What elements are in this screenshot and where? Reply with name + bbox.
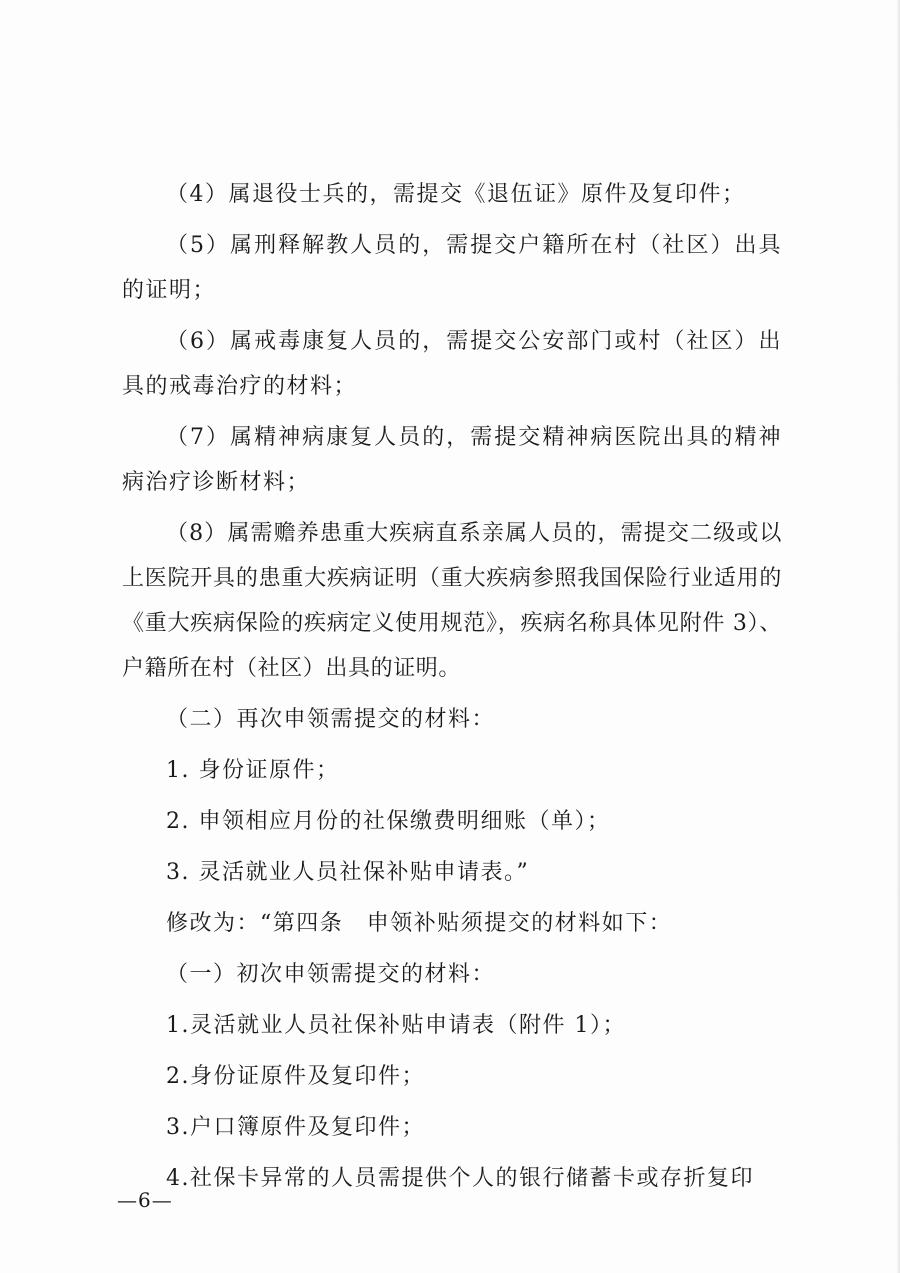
- document-body: [122, 172, 782, 1207]
- first-apply-item-3: 3.户口簿原件及复印件；: [166, 1115, 425, 1140]
- reapply-item-1: 1. 身份证原件；: [166, 758, 340, 783]
- amendment-heading: 修改为：“第四条 申领补贴须提交的材料如下：: [166, 911, 673, 936]
- paragraph-item-8: （8）属需赡养患重大疾病直系亲属人员的，需提交二级或以上医院开具的患重大疾病证明（重大疾病参照我国保险行业适用的《重大疾病保险的疾病定义使用规范》，疾病名称具体见附件 3）、户籍所在村（社区）出具的证明。: [122, 521, 782, 681]
- paragraph-item-4: （4）属退役士兵的，需提交《退伍证》原件及复印件；: [166, 182, 746, 207]
- section-heading-reapply: （二）再次申领需提交的材料：: [166, 707, 496, 732]
- first-apply-item-4: 4.社保卡异常的人员需提供个人的银行储蓄卡或存折复印: [166, 1166, 754, 1191]
- reapply-item-2: 2. 申领相应月份的社保缴费明细账（单）；: [166, 809, 611, 834]
- first-apply-item-1: 1.灵活就业人员社保补贴申请表（附件 1）；: [166, 1013, 626, 1038]
- section-heading-first-apply: （一）初次申领需提交的材料：: [166, 962, 496, 987]
- reapply-item-3: 3. 灵活就业人员社保补贴申请表。”: [166, 860, 530, 885]
- paragraph-item-7: （7）属精神病康复人员的，需提交精神病医院出具的精神病治疗诊断材料；: [122, 425, 782, 495]
- paragraph-item-5: （5）属刑释解教人员的，需提交户籍所在村（社区）出具的证明；: [122, 233, 782, 303]
- first-apply-item-2: 2.身份证原件及复印件；: [166, 1064, 425, 1089]
- page-edge-shadow: [896, 0, 900, 1273]
- page-number: —6—: [117, 1188, 173, 1212]
- paragraph-item-6: （6）属戒毒康复人员的，需提交公安部门或村（社区）出具的戒毒治疗的材料；: [122, 329, 782, 399]
